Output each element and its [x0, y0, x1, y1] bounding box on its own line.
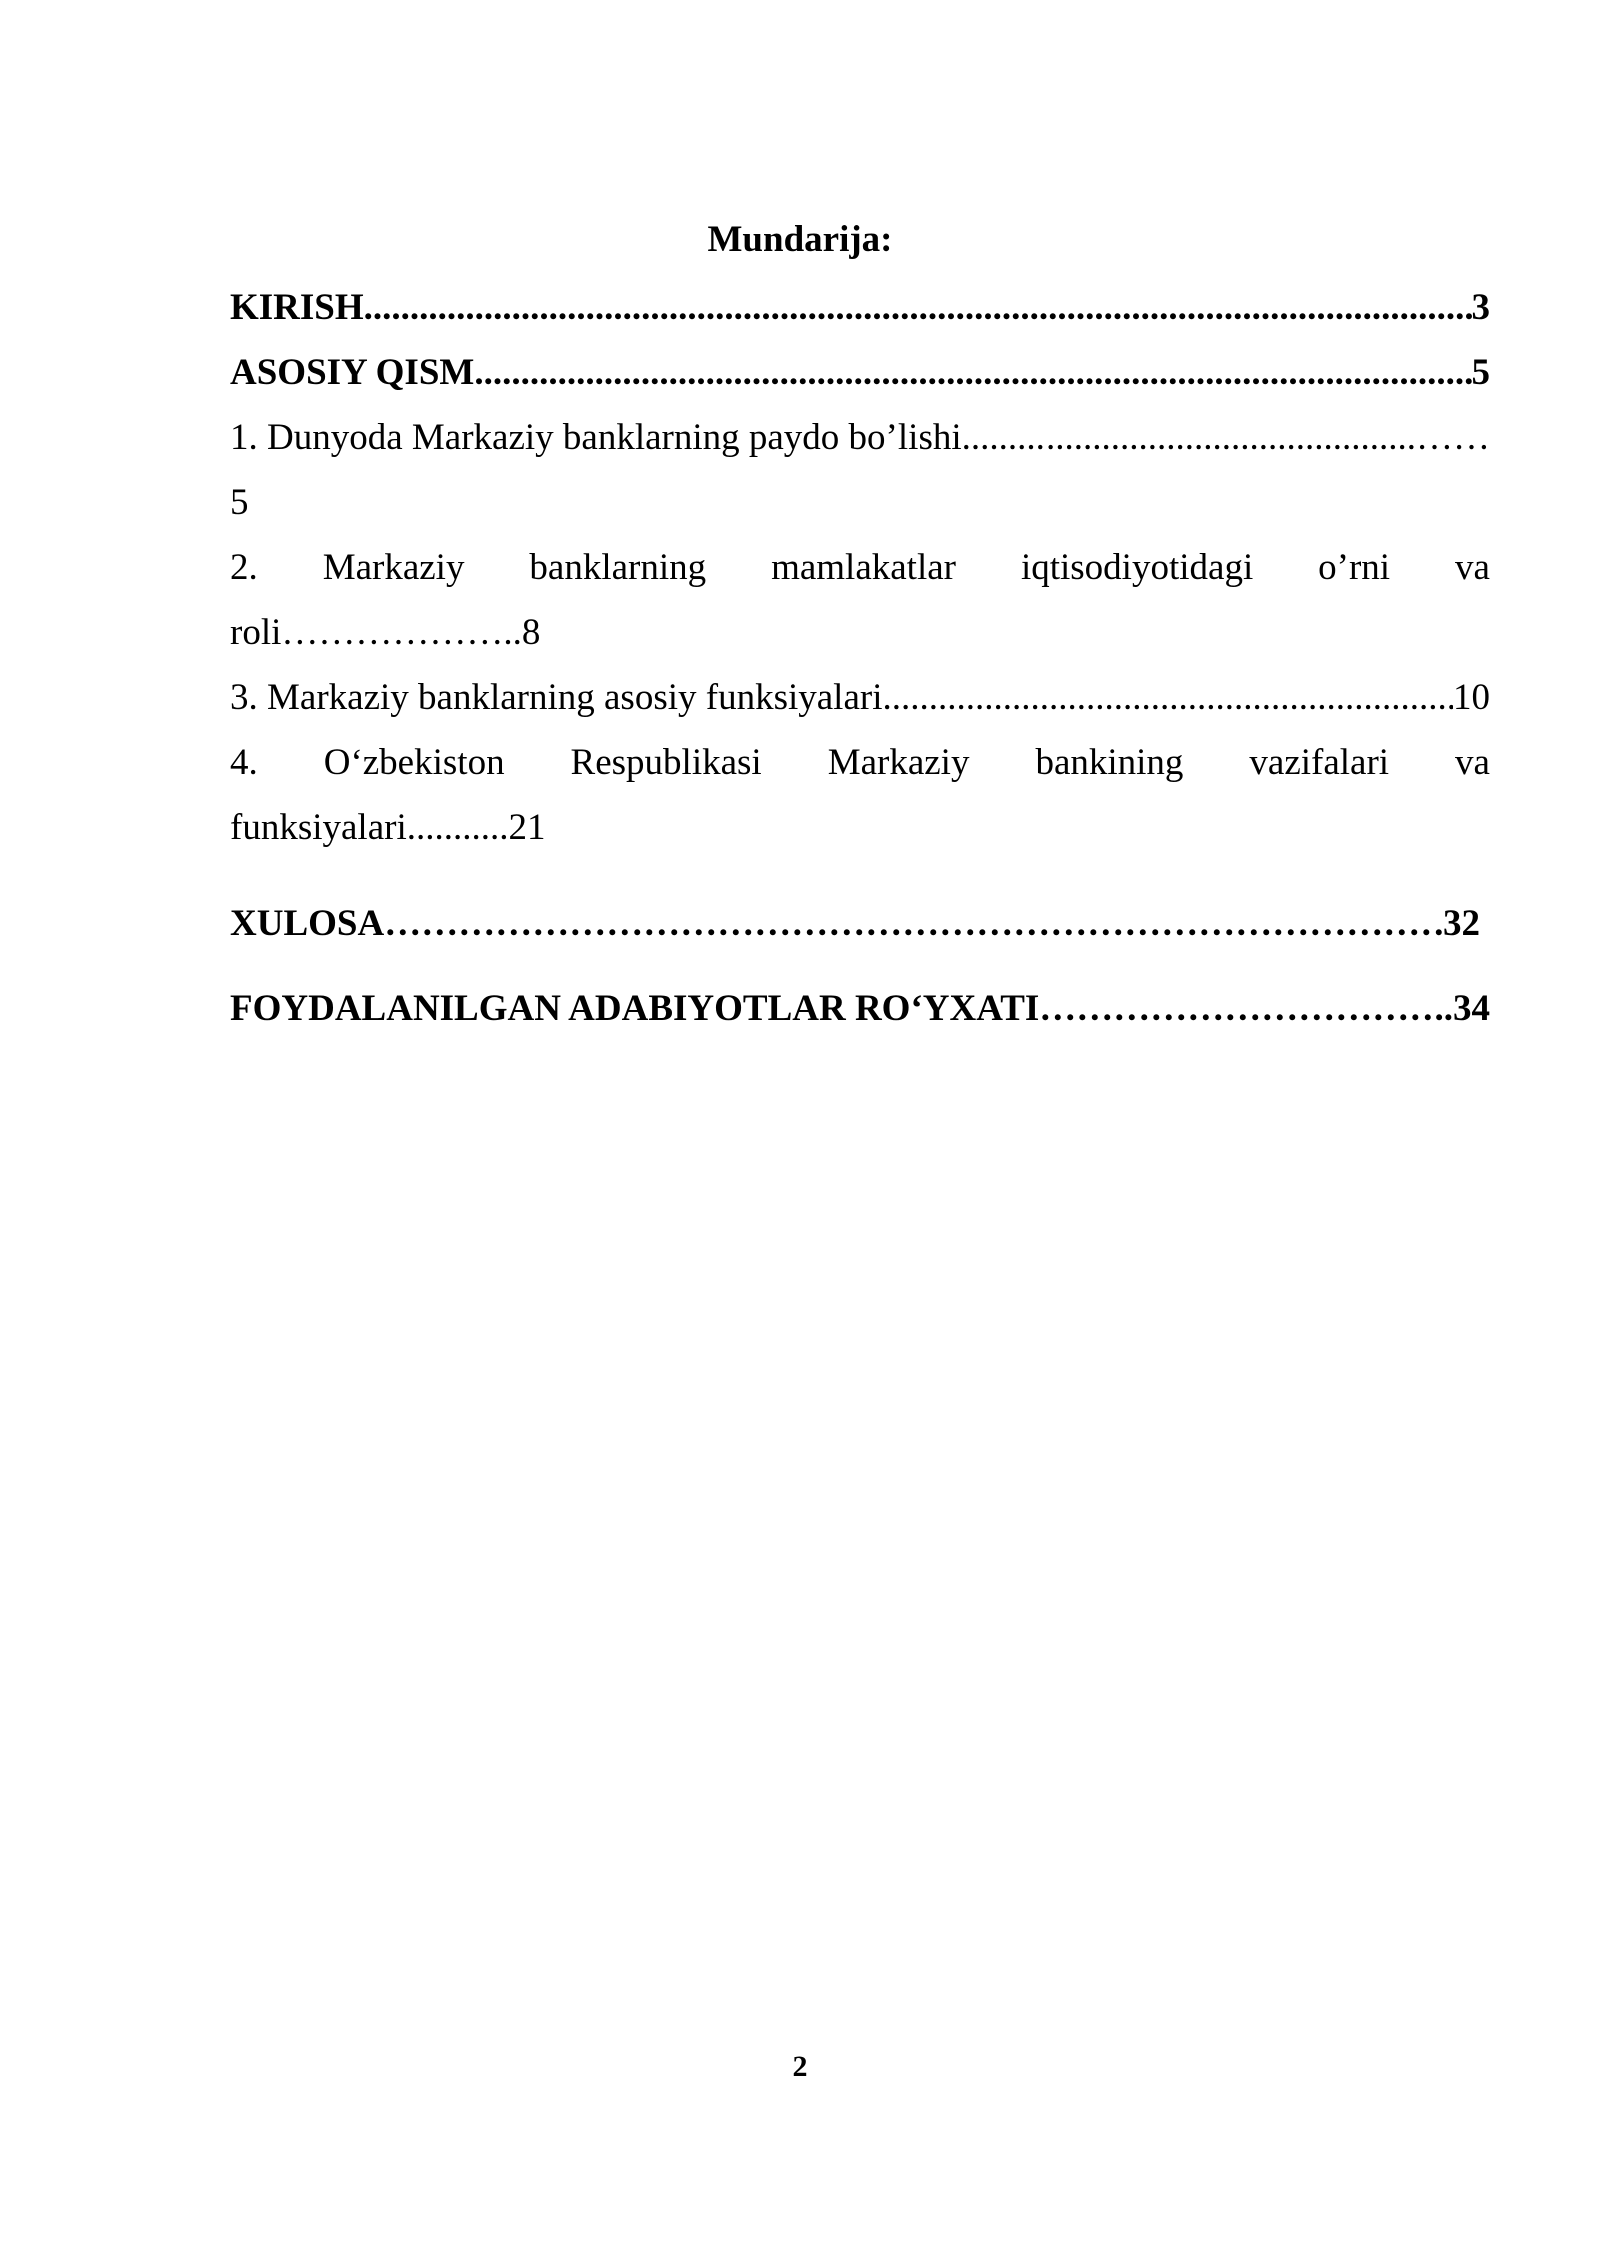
toc-entry-page: 10 [1453, 677, 1490, 718]
toc-entry-page: 32 [1443, 903, 1480, 944]
toc-word: va [1455, 742, 1490, 783]
toc-entry-page: 5 [1471, 352, 1490, 393]
dot-leader [882, 677, 1453, 719]
toc-entry-page: 5 [230, 482, 249, 523]
toc-word: vazifalari [1249, 742, 1390, 783]
dot-leader [962, 417, 1046, 459]
toc-entry-1-page [230, 482, 1490, 524]
toc-entry-page-prefix: .. [1434, 988, 1453, 1029]
toc-word: O‘zbekiston [323, 742, 505, 783]
toc-entry-label: XULOSA [230, 903, 385, 944]
toc-word: iqtisodiyotidagi [1020, 547, 1254, 588]
dot-leader [1039, 988, 1434, 1030]
page-number: 2 [792, 2050, 808, 2083]
toc-entry-label: ASOSIY QISM [230, 352, 475, 393]
toc-entry-asosiy-qism[interactable] [230, 352, 1490, 394]
toc-entry-label: FOYDALANILGAN ADABIYOTLAR RO‘YXATI [230, 988, 1040, 1029]
toc-word: o’rni [1318, 547, 1391, 588]
toc-entry-continuation: roli………………..8 [230, 612, 541, 653]
toc-entry-label: KIRISH [230, 287, 364, 328]
toc-entry-2-cont [230, 612, 1490, 654]
toc-entry-label: 3. Markaziy banklarning asosiy funksiyalari [230, 677, 883, 718]
toc-word: bankining [1035, 742, 1184, 783]
dot-leader [474, 352, 1471, 394]
toc-entry-adabiyotlar[interactable] [230, 988, 1490, 1030]
toc-entry-continuation: funksiyalari...........21 [230, 807, 546, 848]
toc-title: Mundarija: [707, 219, 893, 260]
dot-leader [364, 287, 1472, 329]
toc-entry-4-cont [230, 807, 1490, 849]
toc-word: Markaziy [827, 742, 970, 783]
toc-word: banklarning [529, 547, 707, 588]
toc-word: Markaziy [322, 547, 465, 588]
toc-entry-kirish[interactable] [230, 287, 1490, 329]
toc-entry-4[interactable] [230, 742, 1490, 784]
toc-entry-2[interactable] [230, 547, 1490, 589]
toc-entry-label: 1. Dunyoda Markaziy banklarning paydo bo’lishi [230, 417, 962, 458]
toc-entry-tail: ........................................…… [1046, 417, 1490, 458]
toc-word: 4. [230, 742, 258, 783]
toc-word: va [1455, 547, 1490, 588]
toc-entry-page: 34 [1453, 988, 1490, 1029]
toc-entry-page: 3 [1471, 287, 1490, 328]
toc-word: 2. [230, 547, 258, 588]
toc-entry-xulosa[interactable] [230, 903, 1480, 945]
dot-leader [384, 903, 1443, 945]
toc-entry-3[interactable] [230, 677, 1490, 719]
toc-entry-1[interactable] [230, 417, 1490, 459]
toc-word: Respublikasi [570, 742, 762, 783]
toc-word: mamlakatlar [771, 547, 956, 588]
